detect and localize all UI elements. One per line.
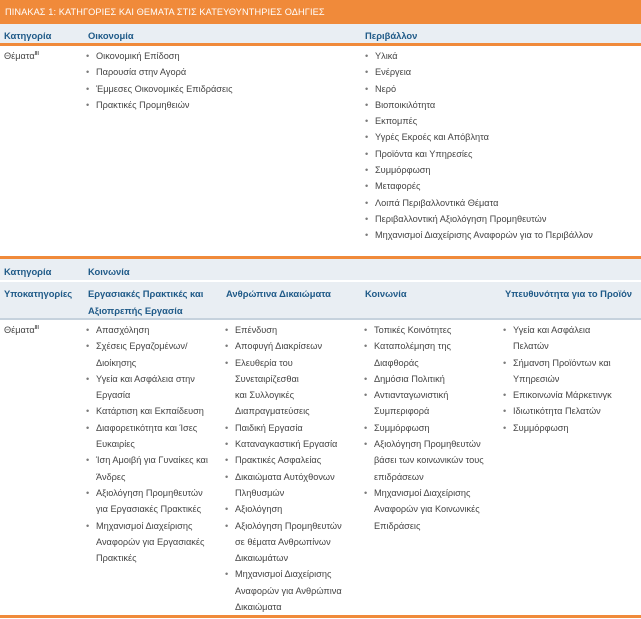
list-item-line: • Υγεία και Ασφάλεια στην <box>96 373 195 384</box>
list-item-line: • Αξιολόγηση Προμηθευτών <box>96 487 203 498</box>
list-item: • Προϊόντα και Υπηρεσίες <box>365 146 635 162</box>
economy-header: Οικονομία <box>88 30 134 41</box>
list-item-line: Άνδρες <box>96 471 126 482</box>
list-item: • Νερό <box>365 81 635 97</box>
list-item <box>225 420 361 436</box>
list-item <box>225 566 361 615</box>
society-topics-list <box>364 322 500 534</box>
list-item-line: επιδράσεων <box>374 471 424 482</box>
list-item-line: • Παιδική Εργασία <box>235 422 303 433</box>
list-item <box>503 355 639 388</box>
list-item-line: • Ελευθερία του <box>235 357 293 368</box>
list-item-line: • Υγεία και Ασφάλεια <box>513 325 591 335</box>
environment-header: Περιβάλλον <box>365 30 418 41</box>
list-item-line: Διοίκησης <box>96 357 137 368</box>
list-item <box>86 322 222 338</box>
subcategory-labor: Εργασιακές Πρακτικές και Αξιοπρεπής Εργασία <box>88 288 204 316</box>
list-item-line: Δικαιωμάτων <box>235 553 289 564</box>
list-item <box>364 420 500 436</box>
list-item-line: • Ιδιωτικότητα Πελατών <box>513 406 601 417</box>
society-header: Κοινωνία <box>88 266 130 277</box>
list-item-line: • Καταναγκαστική Εργασία <box>235 439 338 450</box>
list-item-line: • Σχέσεις Εργαζομένων/ <box>96 341 188 352</box>
list-item <box>364 387 500 420</box>
list-item: • Περιβαλλοντική Αξιολόγηση Προμηθευτών <box>365 211 635 227</box>
list-item-line: • Συμμόρφωση <box>513 422 569 433</box>
list-item-line: Αναφορών για Κοινωνικές <box>374 504 480 515</box>
list-item <box>225 469 361 502</box>
list-item-line: • Αξιολόγηση Προμηθευτών <box>235 520 342 531</box>
list-item-line: Αναφορών για Ανθρώπινα <box>235 585 342 596</box>
list-item <box>86 420 222 453</box>
list-item-line: για Εργασιακές Πρακτικές <box>96 504 202 515</box>
divider <box>0 43 641 46</box>
divider <box>0 615 641 618</box>
list-item-line: • Αξιολόγηση Προμηθευτών <box>374 439 481 450</box>
list-item-line: • Διαφορετικότητα και Ίσες <box>96 422 198 433</box>
economy-topics-list <box>86 48 356 113</box>
list-item: • Οικονομική Επίδοση <box>86 48 356 64</box>
list-item-line: • Απασχόληση <box>96 325 150 335</box>
footnote-marker: III <box>34 51 39 57</box>
subcategory-row <box>0 282 641 318</box>
section1-body <box>0 48 641 254</box>
section1-header <box>0 24 641 43</box>
list-item-line: Υπηρεσιών <box>513 373 560 384</box>
list-item: • Βιοποικιλότητα <box>365 97 635 113</box>
list-item-line: • Κατάρτιση και Εκπαίδευση <box>96 406 204 417</box>
list-item-line: • Καταπολέμηση της <box>374 341 451 352</box>
list-item <box>364 371 500 387</box>
subcategory-product-responsibility: Υπευθυνότητα για το Προϊόν <box>505 288 633 299</box>
list-item-line: Δικαιώματα <box>235 602 282 613</box>
list-item-line: • Τοπικές Κοινότητες <box>374 325 452 335</box>
list-item: • Παρουσία στην Αγορά <box>86 64 356 80</box>
list-item <box>364 322 500 338</box>
list-item-line: • Επένδυση <box>235 325 278 335</box>
list-item-line: Εργασία <box>96 390 131 401</box>
list-item-line: Πρακτικές <box>96 553 137 564</box>
subcategory-label: Υποκατηγορίες <box>4 288 73 299</box>
list-item <box>86 518 222 567</box>
list-item <box>225 501 361 517</box>
list-item-line: Διαφθοράς <box>374 357 419 368</box>
category-label: Κατηγορία <box>4 30 52 41</box>
list-item <box>503 420 639 436</box>
list-item <box>225 452 361 468</box>
list-item-line: Πληθυσμών <box>235 487 285 498</box>
list-item <box>86 338 222 371</box>
list-item: • Υγρές Εκροές και Απόβλητα <box>365 129 635 145</box>
product-topics-list <box>503 322 639 436</box>
list-item <box>503 403 639 419</box>
section2-header <box>0 259 641 280</box>
list-item-line: • Αποφυγή Διακρίσεων <box>235 341 323 352</box>
list-item: • Μηχανισμοί Διαχείρισης Αναφορών για το Περιβάλλον <box>365 227 635 243</box>
list-item <box>225 436 361 452</box>
list-item <box>86 371 222 404</box>
list-item-line: • Μηχανισμοί Διαχείρισης <box>235 569 332 580</box>
list-item <box>503 322 639 355</box>
subcategory-society: Κοινωνία <box>365 288 407 299</box>
category-label: Κατηγορία <box>4 266 52 277</box>
list-item-line: Αναφορών για Εργασιακές <box>96 536 205 547</box>
list-item <box>225 355 361 420</box>
list-item-line: • Αξιολόγηση <box>235 504 283 515</box>
human-rights-topics-list <box>225 322 361 615</box>
list-item-line: Συνεταιρίζεσθαι <box>235 373 299 384</box>
list-item: • Υλικά <box>365 48 635 64</box>
list-item-line: και Συλλογικές <box>235 390 295 401</box>
list-item: • Έμμεσες Οικονομικές Επιδράσεις <box>86 81 356 97</box>
list-item <box>225 338 361 354</box>
list-item-line: • Δικαιώματα Αυτόχθονων <box>235 471 335 482</box>
list-item-line: • Επικοινωνία Μάρκετινγκ <box>513 390 612 401</box>
topics-label: Θέματα$^{III}$ <box>4 51 39 62</box>
list-item <box>86 452 222 485</box>
list-item <box>503 387 639 403</box>
list-item <box>364 485 500 534</box>
list-item <box>225 518 361 567</box>
list-item: • Λοιπά Περιβαλλοντικά Θέματα <box>365 195 635 211</box>
list-item-line: σε θέματα Ανθρωπίνων <box>235 536 331 547</box>
list-item <box>364 436 500 485</box>
list-item: • Ενέργεια <box>365 64 635 80</box>
list-item-line: • Μηχανισμοί Διαχείρισης <box>374 487 471 498</box>
list-item-line: Διαπραγματεύσεις <box>235 406 310 417</box>
list-item: • Εκπομπές <box>365 113 635 129</box>
list-item <box>86 485 222 518</box>
list-item-line: Επιδράσεις <box>374 520 421 531</box>
list-item: • Μεταφορές <box>365 178 635 194</box>
list-item <box>225 322 361 338</box>
list-item-line: • Σήμανση Προϊόντων και <box>513 357 611 368</box>
topics-label: Θέματα$^{III}$ <box>4 325 39 336</box>
table-title: ΠΙΝΑΚΑΣ 1: ΚΑΤΗΓΟΡΙΕΣ ΚΑΙ ΘΕΜΑΤΑ ΣΤΙΣ ΚΑΤΕΥΘΥΝΤΗΡΙΕΣ ΟΔΗΓΙΕΣ <box>0 0 641 24</box>
list-item: • Πρακτικές Προμηθειών <box>86 97 356 113</box>
section2-body <box>0 322 641 614</box>
environment-topics-list <box>365 48 635 244</box>
list-item-line: • Πρακτικές Ασφαλείας <box>235 455 322 466</box>
list-item-line: • Συμμόρφωση <box>374 422 430 433</box>
subcategory-human-rights: Ανθρώπινα Δικαιώματα <box>226 288 331 299</box>
footnote-marker: III <box>34 325 39 331</box>
list-item-line: • Αντιανταγωνιστική <box>374 390 449 401</box>
list-item-line: βάσει των κοινωνικών τους <box>374 455 484 466</box>
list-item <box>364 338 500 371</box>
list-item: • Συμμόρφωση <box>365 162 635 178</box>
divider <box>0 318 641 320</box>
list-item-line: Πελατών <box>513 341 549 352</box>
labor-topics-list <box>86 322 222 566</box>
list-item-line: • Μηχανισμοί Διαχείρισης <box>96 520 193 531</box>
list-item <box>86 403 222 419</box>
list-item-line: Συμπεριφορά <box>374 406 430 417</box>
list-item-line: • Δημόσια Πολιτική <box>374 373 445 384</box>
list-item-line: Ευκαιρίες <box>96 439 135 450</box>
list-item-line: • Ίση Αμοιβή για Γυναίκες και <box>96 455 208 466</box>
